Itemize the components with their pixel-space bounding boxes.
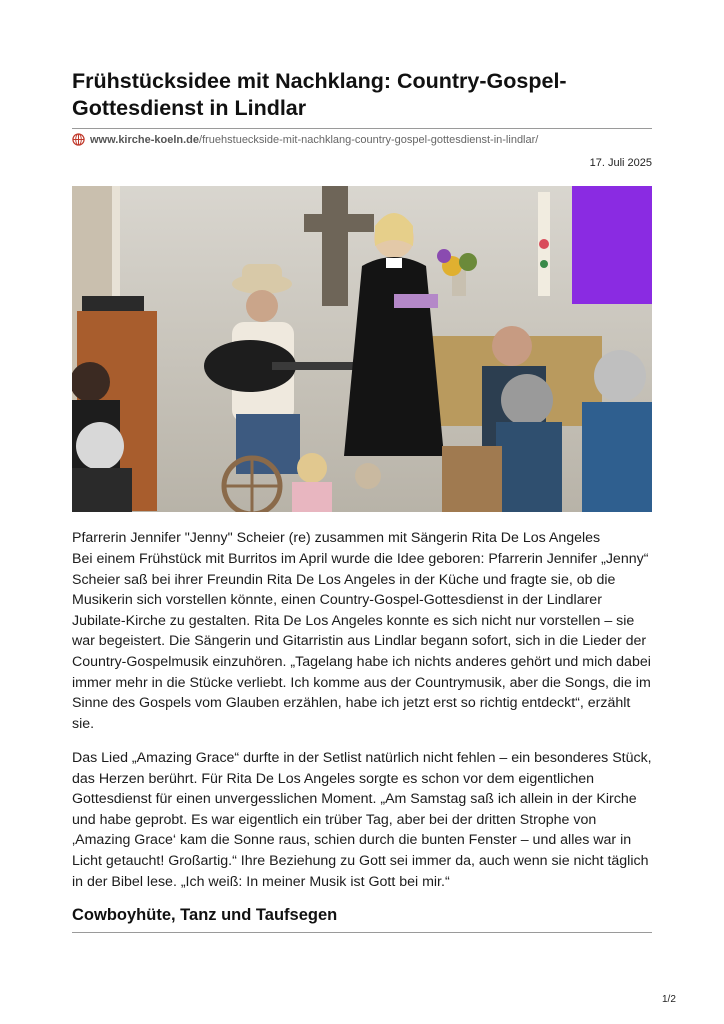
source-link[interactable] — [72, 133, 538, 146]
title-divider — [72, 128, 652, 129]
article-paragraph: Das Lied „Amazing Grace“ durfte in der Setlist natürlich nicht fehlen – ein besonderes Stück, das Herzen berührt. Für Rita De Los Angeles sorgte es schon vor dem eigentlichen Gottesdienst für einen unvergesslichen Moment. „Am Samstag saß ich allein in der Kirche und habe geprobt. Es war eigentlich ein trüber Tag, aber bei der dritten Strophe von ‚Amazing Grace‘ kam die Sonne raus, schien durch die bunten Fenster – und alles war in Licht getaucht! Großartig.“ Ihre Beziehung zu Gott sei immer da, auch wenn sie nicht täglich in der Bibel lese. „Ich weiß: In meiner Musik ist Gott bei mir.“ — [72, 750, 652, 890]
page-number: 1/2 — [662, 994, 676, 1005]
article-title: Frühstücksidee mit Nachklang: Country-Gospel-Gottesdienst in Lindlar — [72, 69, 567, 120]
publish-date: 17. Juli 2025 — [589, 157, 652, 169]
source-path: /fruehstueckside-mit-nachklang-country-gospel-gottesdienst-in-lindlar/ — [199, 133, 539, 146]
globe-icon — [72, 133, 85, 146]
section-divider — [72, 932, 652, 933]
photo-caption: Pfarrerin Jennifer "Jenny" Scheier (re) zusammen mit Sängerin Rita De Los Angeles — [72, 530, 601, 546]
source-domain: www.kirche-koeln.de — [90, 133, 200, 146]
article-photo — [72, 186, 652, 512]
section-heading: Cowboyhüte, Tanz und Taufsegen — [72, 906, 338, 924]
article-paragraph: Bei einem Frühstück mit Burritos im April wurde die Idee geboren: Pfarrerin Jennifer „Jenny“ Scheier saß bei ihrer Freundin Rita De Los Angeles in der Küche und fragte sie, ob die Musikerin sich vorstellen könnte, einen Country-Gospel-Gottesdienst in der Lindlarer Jubilate-Kirche zu gestalten. Rita De Los Angeles konnte es sich nicht nur vorstellen – sie war begeistert. Die Sängerin und Gitarristin aus Lindlar begann sofort, sich in die Lieder der Country-Gospelmusik einzuhören. „Tagelang habe ich nichts anderes gehört und mich dabei immer mehr in die Stücke verliebt. Ich komme aus der Countrymusik, aber die Songs, die im Sinne des Gospels vom Glauben erzählen, habe ich jetzt erst so richtig entdeckt“, erzählt sie. — [72, 551, 651, 732]
